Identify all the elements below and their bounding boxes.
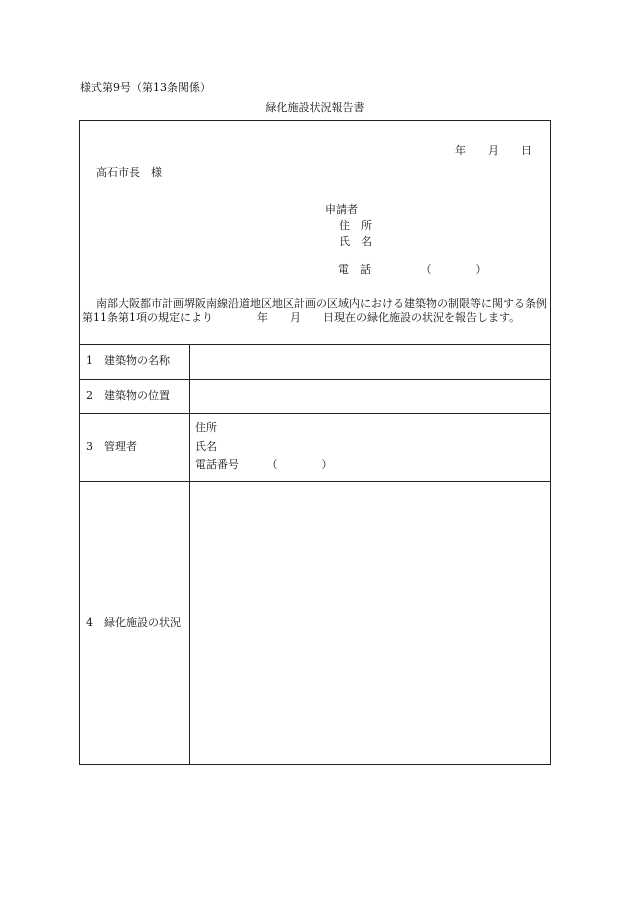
row-divider [80,413,550,414]
column-divider [189,344,190,765]
applicant-address-field[interactable]: 住 所 [339,219,372,232]
greening-status-label: 4 緑化施設の状況 [86,616,181,629]
row-divider [80,481,550,482]
building-location-label: 2 建築物の位置 [86,389,170,402]
manager-label: 3 管理者 [86,440,137,453]
manager-address-field[interactable]: 住所 [195,421,217,434]
report-date[interactable]: 年 月 日 [455,144,532,157]
building-name-field[interactable] [195,348,545,376]
document-title: 緑化施設状況報告書 [265,101,365,114]
row-divider [80,344,550,345]
row-divider [80,379,550,380]
applicant-name-field[interactable]: 氏 名 [339,235,372,248]
report-statement: 南部大阪都市計画堺阪南線沿道地区地区計画の区域内における建築物の制限等に関する条例第11条第1項の規定により 年 月 日現在の緑化施設の状況を報告します。 [82,297,547,324]
manager-name-field[interactable]: 氏名 [195,440,217,453]
manager-phone-field[interactable]: 電話番号 （ ） [195,458,333,471]
addressee: 高石市長 様 [96,166,162,179]
report-form-frame [79,120,551,765]
building-location-field[interactable] [195,383,545,411]
building-name-label: 1 建築物の名称 [86,354,170,367]
applicant-label: 申請者 [325,203,358,216]
greening-status-field[interactable] [195,487,545,759]
applicant-phone-field[interactable]: 電 話 （ ） [338,263,487,276]
form-number: 様式第9号（第13条関係） [80,81,211,94]
